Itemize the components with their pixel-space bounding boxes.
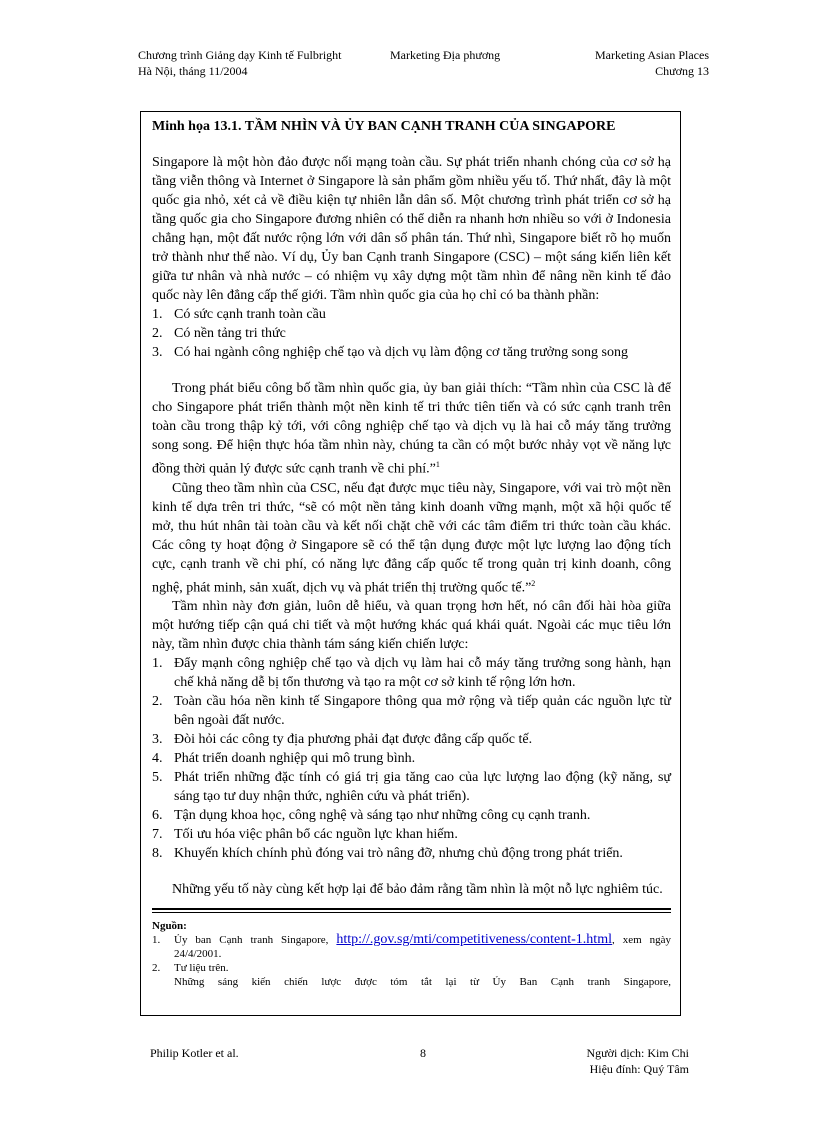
program-name: Chương trình Giảng dạy Kinh tế Fulbright — [138, 48, 342, 62]
illustration-content — [152, 118, 671, 989]
list-item: 8. Khuyến khích chính phủ đóng vai trò nâng đỡ, nhưng chủ động trong phát triển. — [152, 846, 623, 862]
paragraph-5: Những yếu tố này cùng kết hợp lại để bảo đảm rằng tầm nhìn là một nỗ lực nghiêm túc. — [172, 882, 663, 898]
paragraph-4: Tầm nhìn này đơn giản, luôn dễ hiểu, và quan trọng hơn hết, nó cân đối hài hòa giữa một hướng tiếp cận quá chi tiết và một hướng khác quá khái quát. Ngoài các mục tiêu lớn này, tầm nhìn được chia thành tám sáng kiến chiến lược: — [152, 599, 671, 653]
chapter-label: Chương 13 — [655, 64, 709, 78]
footnote-ref: 2 — [531, 578, 536, 588]
page-number: 8 — [420, 1046, 426, 1060]
header-left — [138, 47, 342, 79]
source-link[interactable]: http://.gov.sg/mti/competitiveness/content-1.html — [336, 932, 612, 948]
place-date: Hà Nội, tháng 11/2004 — [138, 64, 248, 78]
footer-credits — [586, 1045, 689, 1077]
illustration-box — [140, 111, 681, 1016]
sources-title: Nguồn: — [152, 920, 187, 933]
divider — [152, 908, 671, 910]
footer-author: Philip Kotler et al. — [150, 1046, 239, 1060]
editor: Hiệu đính: Quý Tâm — [589, 1062, 689, 1076]
source-continuation: Những sáng kiến chiến lược được tóm tắt lại từ Ủy Ban Cạnh tranh Singapore, — [174, 976, 671, 989]
intro-paragraph: Singapore là một hòn đảo được nối mạng toàn cầu. Sự phát triển nhanh chóng của cơ sở hạ tầng viễn thông và Internet ở Singapore là sản phẩm gồm nhiều yếu tố. Thứ nhất, đây là một quốc gia nhỏ, xét cả về điều kiện tự nhiên lẫn dân số. Một chương trình phát triển cơ sở hạ tầng quốc gia cho Singapore đương nhiên có thể diễn ra nhanh hơn nhiều so với ở Indonesia chẳng hạn, một đất nước rộng lớn với dân số phân tán. Thứ nhì, Singapore biết rõ họ muốn trở thành như thế nào. Ví dụ, Ủy ban Cạnh tranh Singapore (CSC) – một sáng kiến liên kết giữa tư nhân và nhà nước – có nhiệm vụ xây dựng một tầm nhìn để nâng nền kinh tế đảo quốc này lên đẳng cấp thế giới. Tầm nhìn quốc gia của họ chỉ có ba thành phần: — [152, 155, 671, 303]
footnote-ref: 1 — [435, 460, 440, 469]
header-center: Marketing Địa phương — [390, 48, 501, 62]
list-item: 6. Tận dụng khoa học, công nghệ và sáng tạo như những công cụ cạnh tranh. — [152, 808, 591, 824]
list-item: 1. Đẩy mạnh công nghiệp chế tạo và dịch vụ làm hai cỗ máy tăng trưởng song hành, hạn chế khả năng dễ bị tổn thương và tạo ra một cơ sở kinh tế rộng lớn hơn. — [152, 656, 671, 691]
source-item: 1. Ủy ban Cạnh tranh Singapore, http://.gov.sg/mti/competitiveness/content-1.html, xem ngày 24/4/2001. — [152, 932, 672, 961]
source-item: 2. Tư liệu trên. — [152, 962, 229, 975]
translator: Người dịch: Kim Chi — [586, 1046, 689, 1060]
list-item: 4. Phát triển doanh nghiệp qui mô trung bình. — [152, 751, 416, 767]
list-item: 5. Phát triển những đặc tính có giá trị gia tăng cao của lực lượng lao động (kỹ năng, sự sáng tạo tư duy nhận thức, nghiên cứu và phát triển). — [152, 770, 671, 805]
paragraph-3: Cũng theo tầm nhìn của CSC, nếu đạt được mục tiêu này, Singapore, với vai trò một nền kinh tế dựa trên tri thức, “sẽ có một nền tảng kinh doanh vững mạnh, một xã hội quốc tế mở, thu hút nhân tài toàn cầu và kết nối chặt chẽ với các tâm điểm tri thức toàn cầu khác. Các công ty hoạt động ở Singapore sẽ có thể tận dụng được một lực lượng lao động tích cực, cạnh tranh về chi phí, có năng lực đẳng cấp quốc tế trong quản trị kinh doanh, công nghệ, phát minh, sản xuất, dịch vụ và phát triển thị trường quốc tế.”$^2$ — [152, 480, 671, 596]
paragraph-2: Trong phát biểu công bố tầm nhìn quốc gia, ủy ban giải thích: “Tầm nhìn của CSC là để cho Singapore phát triển thành một nền kinh tế tri thức tiên tiến và có sức cạnh tranh trên toàn cầu trong thập kỷ tới, với công nghiệp chế tạo và dịch vụ là hai cỗ máy tăng trưởng song song. Để hiện thực hóa tầm nhìn này, chúng ta cần có một bước nhảy vọt về năng lực đồng thời quản lý được sức cạnh tranh về chi phí.”$^1$ — [152, 381, 671, 477]
divider — [152, 912, 671, 913]
list-item: 3. Đòi hỏi các công ty địa phương phải đạt được đẳng cấp quốc tế. — [152, 732, 533, 748]
initiatives-list — [152, 654, 671, 863]
list-item: 7. Tối ưu hóa việc phân bổ các nguồn lực khan hiếm. — [152, 827, 458, 843]
header-right — [595, 47, 709, 79]
book-title: Marketing Asian Places — [595, 48, 709, 62]
vision-list — [152, 305, 671, 362]
list-item: 3. Có hai ngành công nghiệp chế tạo và dịch vụ làm động cơ tăng trưởng song song — [152, 345, 628, 360]
illustration-title: Minh họa 13.1. TẦM NHÌN VÀ ỦY BAN CẠNH TRANH CỦA SINGAPORE — [152, 119, 616, 134]
list-item: 2. Có nền tảng tri thức — [152, 326, 286, 341]
sources-list — [152, 933, 671, 975]
list-item: 1. Có sức cạnh tranh toàn cầu — [152, 307, 326, 322]
list-item: 2. Toàn cầu hóa nền kinh tế Singapore thông qua mở rộng và tiếp quản các nguồn lực từ bên ngoài đất nước. — [152, 694, 671, 729]
